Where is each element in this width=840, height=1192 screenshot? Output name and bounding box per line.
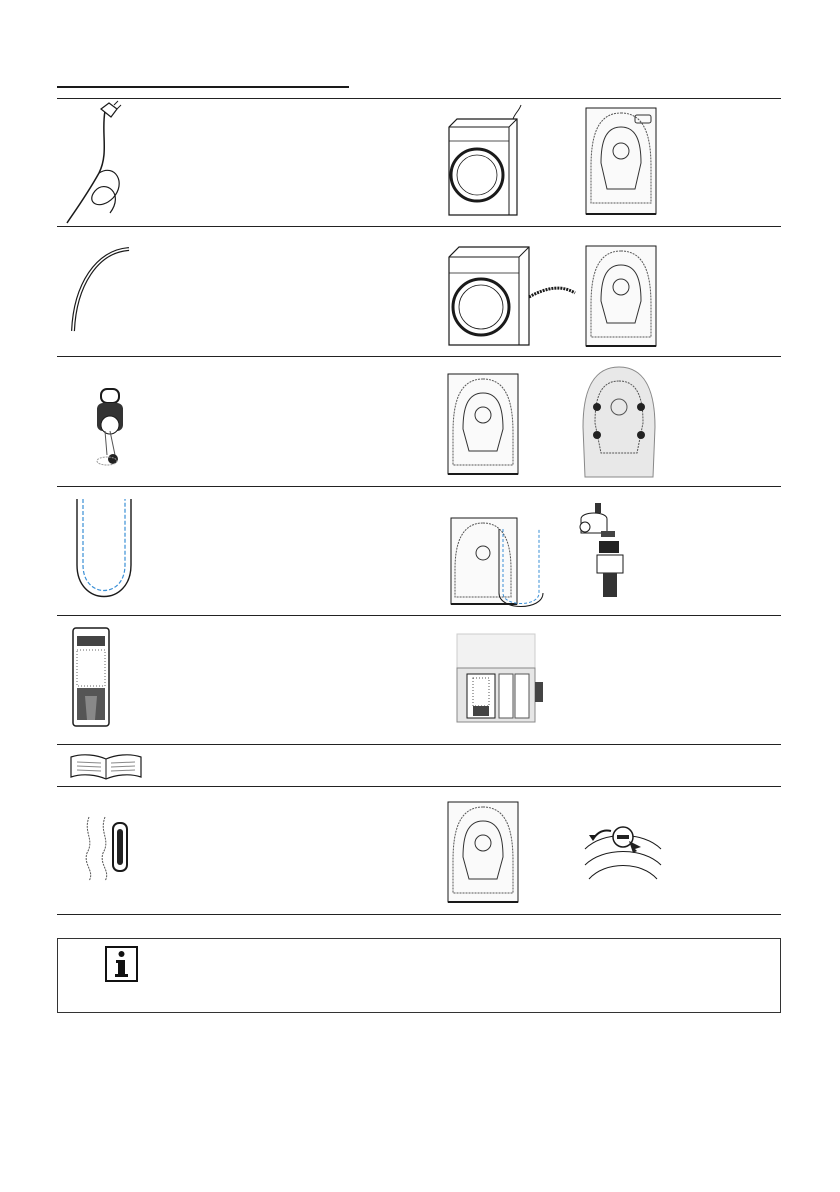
- detergent-container-icon: [65, 626, 115, 736]
- power-cable-icon: [65, 103, 145, 223]
- machine-back-with-hoses: [447, 517, 547, 609]
- hole-cap-icon: [81, 813, 133, 883]
- machine-back-view-2: [585, 245, 657, 351]
- drain-hose-icon: [67, 245, 137, 335]
- hole-cap-insert-detail: [583, 821, 663, 883]
- tap-icon: [577, 501, 637, 601]
- accessory-row-power-cable: [57, 98, 781, 227]
- machine-front-view: [447, 105, 527, 220]
- machine-with-drain-hose: [447, 237, 577, 349]
- book-icon: [69, 753, 143, 781]
- title-underline: [57, 86, 349, 88]
- accessory-row-drain-hose: [57, 226, 781, 357]
- accessory-row-user-manual: [57, 744, 781, 787]
- info-icon: [105, 946, 138, 982]
- detergent-drawer-view: [455, 632, 545, 728]
- machine-back-view: [585, 107, 657, 219]
- accessory-row-transport-bolts: [57, 356, 781, 487]
- machine-back-view-4: [447, 801, 519, 907]
- accessory-row-inlet-hoses: [57, 486, 781, 616]
- inlet-hose-icon: [69, 495, 139, 607]
- accessory-row-hole-caps: [57, 786, 781, 915]
- machine-back-view-3: [447, 373, 519, 479]
- bolt-icon: [87, 387, 137, 467]
- info-note-box: [57, 938, 781, 1013]
- accessory-row-liquid-detergent: [57, 615, 781, 745]
- back-panel-bolt-positions: [579, 365, 659, 481]
